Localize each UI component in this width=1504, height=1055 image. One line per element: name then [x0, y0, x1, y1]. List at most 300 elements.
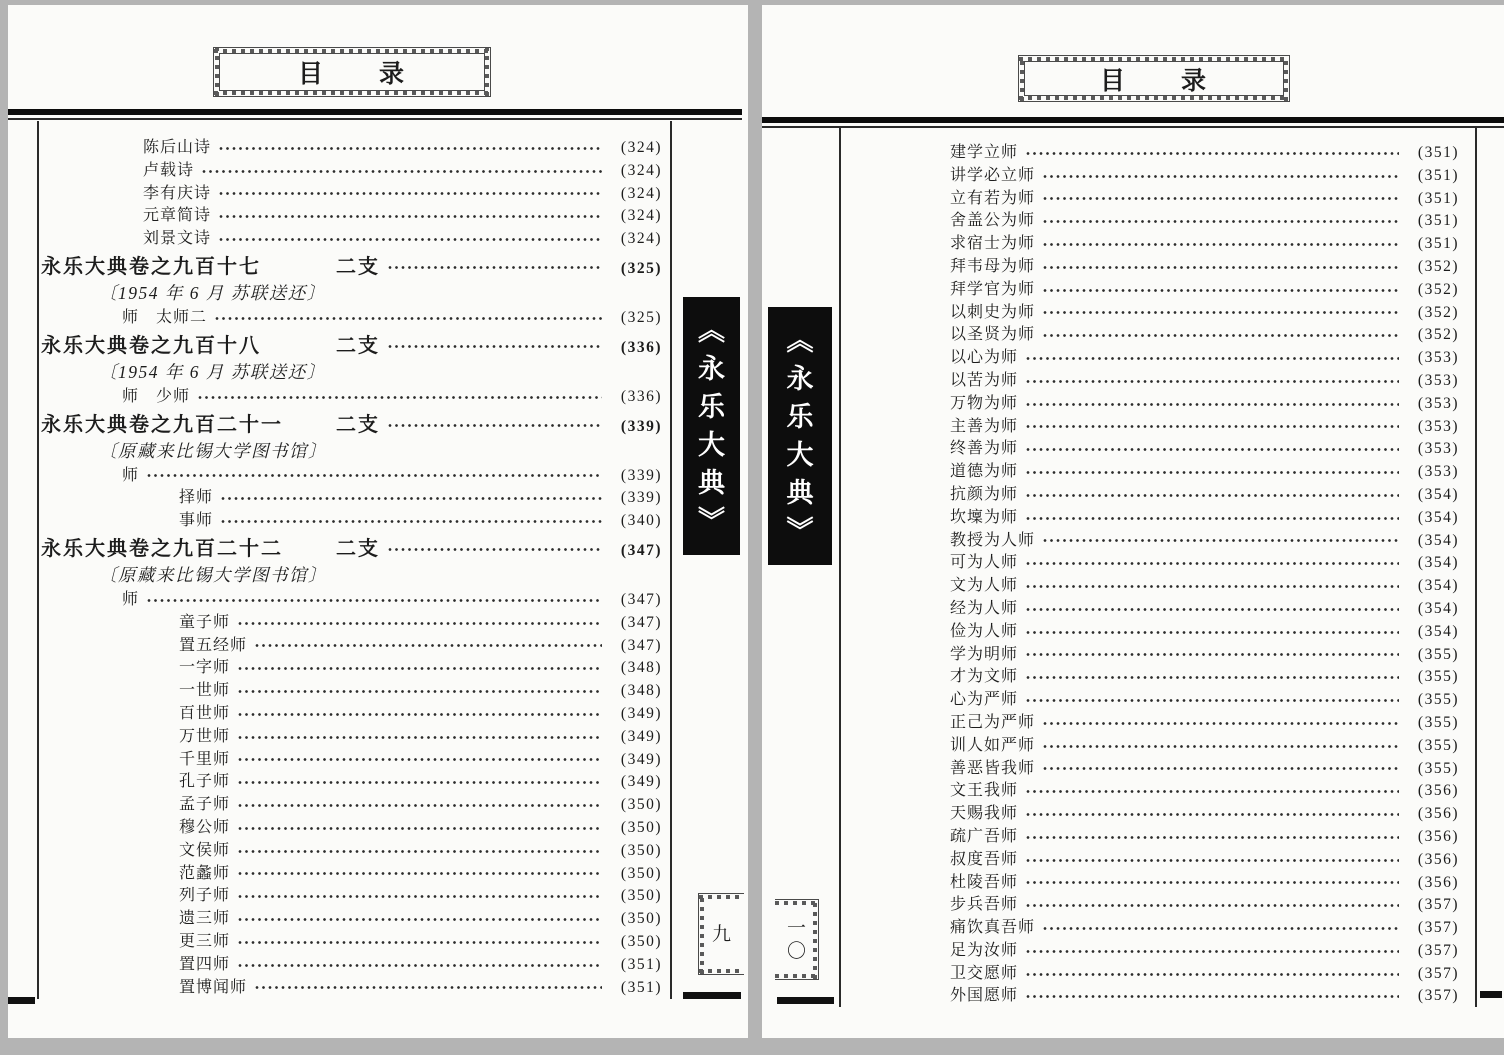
spine-char: ︽ — [786, 325, 814, 356]
leader-dots — [202, 169, 602, 174]
toc-row — [843, 755, 1459, 778]
leader-dots — [238, 803, 602, 808]
spine-char: ︽ — [698, 315, 725, 346]
toc-row — [843, 549, 1459, 572]
leader-dots — [221, 519, 602, 524]
entry-title: 以刺史为师 — [950, 303, 1036, 321]
entry-page-number: (350) — [620, 887, 662, 905]
entry-title: 永乐大典卷之九百二十一 — [41, 413, 283, 436]
entry-title: 外国愿师 — [950, 987, 1019, 1005]
leader-dots — [1043, 242, 1399, 247]
leader-dots — [1026, 584, 1399, 589]
entry-title: 主善为师 — [950, 417, 1019, 435]
entry-title: 列子师 — [179, 887, 231, 905]
corner-bar — [8, 997, 35, 1004]
spine-char: 乐 — [698, 391, 725, 422]
leader-dots — [1043, 174, 1399, 179]
leader-dots — [219, 191, 602, 196]
spine-char: 永 — [698, 353, 725, 384]
entry-page-number: (355) — [1417, 691, 1459, 709]
toc-row — [41, 791, 662, 814]
leader-dots — [238, 894, 602, 899]
leader-dots — [388, 265, 602, 270]
entry-title: 永乐大典卷之九百二十二 — [41, 537, 283, 560]
leader-dots — [1026, 447, 1399, 452]
leader-dots — [1043, 310, 1399, 315]
leader-dots — [238, 666, 602, 671]
entry-page-number: (352) — [1417, 303, 1459, 321]
entry-page-number: (348) — [620, 659, 662, 677]
toc-row — [843, 618, 1459, 641]
entry-page-number: (350) — [620, 818, 662, 836]
entry-page-number: (347) — [620, 613, 662, 631]
entry-page-number: (354) — [1417, 531, 1459, 549]
entry-title: 讲学必立师 — [950, 166, 1036, 184]
leader-dots — [1043, 721, 1399, 726]
toc-row — [41, 180, 662, 203]
toc-row — [843, 800, 1459, 823]
entry-page-number: (350) — [620, 864, 662, 882]
toc-rows — [41, 134, 662, 996]
toc-row — [843, 344, 1459, 367]
entry-page-number: (354) — [1417, 577, 1459, 595]
entry-page-number: (339) — [620, 466, 662, 484]
entry-page-number: (347) — [620, 590, 662, 608]
leader-dots — [1043, 926, 1399, 931]
toc-row — [41, 562, 662, 586]
leader-dots — [1026, 493, 1399, 498]
toc-row — [41, 280, 662, 304]
leader-dots — [1026, 424, 1399, 429]
leader-dots — [1026, 812, 1399, 817]
leader-dots — [1026, 470, 1399, 475]
toc-row — [41, 768, 662, 791]
entry-title: 范蠡师 — [179, 864, 231, 882]
entry-page-number: (355) — [1417, 759, 1459, 777]
entry-title: 学为明师 — [950, 645, 1019, 663]
toc-row — [843, 686, 1459, 709]
entry-title: 万世师 — [179, 727, 231, 745]
corner-bar — [1480, 991, 1502, 998]
entry-branch: 二支 — [336, 255, 380, 278]
leader-dots — [1026, 356, 1399, 361]
leader-dots — [1026, 835, 1399, 840]
entry-title: 一字师 — [179, 659, 231, 677]
toc-row — [41, 507, 662, 530]
leader-dots — [1026, 561, 1399, 566]
leader-dots — [238, 757, 602, 762]
leader-dots — [1026, 607, 1399, 612]
entry-title: 正己为严师 — [950, 713, 1036, 731]
entry-page-number: (347) — [620, 636, 662, 654]
entry-title: 师 — [122, 466, 140, 484]
page-number: 〇 — [786, 940, 806, 962]
entry-title: 训人如严师 — [950, 736, 1036, 754]
entry-title: 百世师 — [179, 704, 231, 722]
left-page — [8, 5, 748, 1038]
entry-page-number: (354) — [1417, 508, 1459, 526]
toc-row — [843, 139, 1459, 162]
leader-dots — [1026, 402, 1399, 407]
entry-page-number: (353) — [1417, 463, 1459, 481]
entry-title: 拜学官为师 — [950, 280, 1036, 298]
entry-title: 经为人师 — [950, 599, 1019, 617]
leader-dots — [219, 237, 602, 242]
toc-row — [843, 869, 1459, 892]
toc-row — [843, 162, 1459, 185]
leader-dots — [1026, 789, 1399, 794]
leader-dots — [238, 917, 602, 922]
toc-row — [843, 390, 1459, 413]
entry-title: 终善为师 — [950, 440, 1019, 458]
entry-page-number: (351) — [1417, 144, 1459, 161]
entry-title: 万物为师 — [950, 394, 1019, 412]
entry-title: 以心为师 — [950, 349, 1019, 367]
entry-page-number: (357) — [1417, 896, 1459, 914]
toc-rows — [843, 139, 1459, 1005]
entry-title: 步兵吾师 — [950, 896, 1019, 914]
entry-title: 童子师 — [179, 613, 231, 631]
entry-page-number: (357) — [1417, 987, 1459, 1005]
leader-dots — [238, 940, 602, 945]
entry-page-number: (324) — [620, 207, 662, 225]
toc-row — [41, 304, 662, 327]
entry-page-number: (354) — [1417, 554, 1459, 572]
leader-dots — [238, 780, 602, 785]
toc-row — [41, 928, 662, 951]
toc-row — [843, 982, 1459, 1005]
toc-header-box — [1018, 55, 1290, 102]
entry-page-number: (353) — [1417, 394, 1459, 412]
entry-title: 永乐大典卷之九百十七 — [41, 255, 261, 278]
entry-page-number: (351) — [620, 955, 662, 973]
spine-char: 永 — [786, 363, 814, 394]
toc-row — [843, 230, 1459, 253]
toc-row — [41, 951, 662, 974]
toc-row — [41, 359, 662, 383]
toc-row — [41, 462, 662, 485]
entry-page-number: (355) — [1417, 668, 1459, 686]
right-page — [762, 5, 1504, 1038]
entry-title: 拜韦母为师 — [950, 257, 1036, 275]
entry-title: 孔子师 — [179, 773, 231, 791]
toc-row — [843, 481, 1459, 504]
entry-title: 〔1954 年 6 月 苏联送还〕 — [99, 282, 326, 303]
toc-row — [41, 134, 662, 157]
entry-page-number: (353) — [1417, 349, 1459, 367]
text-frame — [839, 127, 1477, 1007]
entry-page-number: (349) — [620, 773, 662, 791]
spine-char: ︾ — [786, 515, 814, 546]
toc-row — [41, 905, 662, 928]
leader-dots — [219, 214, 602, 219]
entry-page-number: (349) — [620, 727, 662, 745]
leader-dots — [1043, 766, 1399, 771]
entry-page-number: (339) — [620, 489, 662, 507]
entry-page-number: (352) — [1417, 257, 1459, 275]
toc-row — [41, 974, 662, 997]
toc-row — [843, 846, 1459, 869]
entry-title: 心为严师 — [950, 691, 1019, 709]
toc-row — [843, 276, 1459, 299]
entry-page-number: (324) — [620, 139, 662, 156]
toc-row — [843, 299, 1459, 322]
toc-row — [843, 321, 1459, 344]
entry-title: 足为汝师 — [950, 941, 1019, 959]
entry-title: 文为人师 — [950, 577, 1019, 595]
entry-page-number: (353) — [1417, 371, 1459, 389]
toc-row — [41, 882, 662, 905]
entry-title: 叔度吾师 — [950, 850, 1019, 868]
entry-page-number: (355) — [1417, 736, 1459, 754]
leader-dots — [1026, 675, 1399, 680]
entry-title: 以苦为师 — [950, 371, 1019, 389]
toc-row — [843, 641, 1459, 664]
leader-dots — [238, 621, 602, 626]
toc-row — [843, 914, 1459, 937]
leader-dots — [1026, 516, 1399, 521]
entry-title: 师 太师二 — [122, 308, 208, 326]
page-number-box — [698, 893, 744, 975]
leader-dots — [219, 146, 602, 151]
entry-title: 杜陵吾师 — [950, 873, 1019, 891]
leader-dots — [147, 473, 602, 478]
entry-title: 才为文师 — [950, 668, 1019, 686]
entry-page-number: (353) — [1417, 417, 1459, 435]
toc-row — [843, 207, 1459, 230]
leader-dots — [215, 316, 602, 321]
entry-title: 择师 — [179, 489, 214, 507]
entry-page-number: (350) — [620, 910, 662, 928]
entry-page-number: (356) — [1417, 827, 1459, 845]
leader-dots — [238, 735, 602, 740]
leader-dots — [1043, 265, 1399, 270]
toc-row — [843, 732, 1459, 755]
entry-page-number: (351) — [1417, 235, 1459, 253]
spine-bottom-bar — [683, 992, 741, 999]
entry-title: 〔1954 年 6 月 苏联送还〕 — [99, 361, 326, 382]
entry-title: 善恶皆我师 — [950, 759, 1036, 777]
toc-title: 目 录 — [1099, 67, 1208, 95]
toc-row — [41, 700, 662, 723]
leader-dots — [1026, 972, 1399, 977]
entry-title: 文王我师 — [950, 782, 1019, 800]
toc-row — [843, 709, 1459, 732]
entry-title: 千里师 — [179, 750, 231, 768]
toc-row — [843, 435, 1459, 458]
toc-row — [843, 572, 1459, 595]
entry-title: 坎壈为师 — [950, 508, 1019, 526]
entry-branch: 二支 — [336, 413, 380, 436]
leader-dots — [1043, 333, 1399, 338]
entry-page-number: (349) — [620, 750, 662, 768]
entry-page-number: (353) — [1417, 440, 1459, 458]
entry-title: 文侯师 — [179, 841, 231, 859]
spine-char: 大 — [698, 429, 725, 460]
entry-title: 穆公师 — [179, 818, 231, 836]
spine-char: 大 — [786, 439, 814, 470]
entry-title: 道德为师 — [950, 463, 1019, 481]
toc-row — [41, 746, 662, 769]
toc-row — [843, 823, 1459, 846]
entry-page-number: (349) — [620, 704, 662, 722]
leader-dots — [221, 496, 602, 501]
leader-dots — [238, 963, 602, 968]
spine-bottom-bar — [777, 997, 834, 1004]
entry-page-number: (336) — [620, 387, 662, 405]
page-number: 九 — [711, 923, 731, 945]
toc-header-box — [213, 47, 491, 97]
leader-dots — [255, 643, 602, 648]
toc-row — [843, 777, 1459, 800]
toc-row — [843, 458, 1459, 481]
entry-page-number: (356) — [1417, 805, 1459, 823]
entry-title: 痛饮真吾师 — [950, 919, 1036, 937]
entry-title: 〔原藏来比锡大学图书馆〕 — [99, 440, 327, 461]
leader-dots — [238, 871, 602, 876]
toc-row — [843, 185, 1459, 208]
spine-char: 典 — [698, 467, 725, 498]
entry-title: 立有若为师 — [950, 189, 1036, 207]
toc-row — [41, 632, 662, 655]
entry-page-number: (324) — [620, 230, 662, 248]
entry-title: 教授为人师 — [950, 531, 1036, 549]
toc-row — [843, 367, 1459, 390]
leader-dots — [1043, 538, 1399, 543]
entry-page-number: (324) — [620, 184, 662, 202]
entry-title: 置博闻师 — [179, 978, 248, 996]
leader-dots — [1026, 698, 1399, 703]
entry-page-number: (356) — [1417, 850, 1459, 868]
page-number: 一 — [786, 917, 806, 939]
toc-row — [843, 937, 1459, 960]
leader-dots — [388, 423, 602, 428]
leader-dots — [1026, 903, 1399, 908]
entry-page-number: (355) — [1417, 713, 1459, 731]
entry-branch: 二支 — [336, 537, 380, 560]
entry-page-number: (324) — [620, 161, 662, 179]
entry-page-number: (325) — [620, 308, 662, 326]
entry-page-number: (350) — [620, 932, 662, 950]
entry-page-number: (356) — [1417, 782, 1459, 800]
entry-page-number: (351) — [1417, 166, 1459, 184]
header-rule — [8, 109, 742, 120]
entry-title: 以圣贤为师 — [950, 326, 1036, 344]
leader-dots — [1043, 196, 1399, 201]
entry-page-number: (351) — [1417, 189, 1459, 207]
toc-row — [41, 438, 662, 462]
spine-char: 乐 — [786, 401, 814, 432]
entry-title: 一世师 — [179, 682, 231, 700]
entry-title: 事师 — [179, 512, 214, 530]
leader-dots — [238, 826, 602, 831]
toc-row — [41, 677, 662, 700]
leader-dots — [1026, 652, 1399, 657]
toc-row — [843, 960, 1459, 983]
toc-row — [843, 413, 1459, 436]
leader-dots — [238, 712, 602, 717]
entry-title: 刘景文诗 — [143, 230, 212, 248]
leader-dots — [1026, 949, 1399, 954]
entry-page-number: (348) — [620, 682, 662, 700]
toc-row — [41, 408, 662, 438]
entry-title: 舍盖公为师 — [950, 212, 1036, 230]
toc-row — [41, 202, 662, 225]
entry-title: 更三师 — [179, 932, 231, 950]
entry-page-number: (354) — [1417, 485, 1459, 503]
entry-page-number: (352) — [1417, 326, 1459, 344]
leader-dots — [238, 849, 602, 854]
spine-band — [683, 297, 740, 555]
entry-title: 师 少师 — [122, 387, 191, 405]
entry-page-number: (357) — [1417, 919, 1459, 937]
leader-dots — [1026, 630, 1399, 635]
toc-row — [41, 329, 662, 359]
entry-page-number: (351) — [1417, 212, 1459, 230]
leader-dots — [147, 598, 602, 603]
entry-title: 建学立师 — [950, 144, 1019, 161]
toc-row — [41, 586, 662, 609]
entry-page-number: (352) — [1417, 280, 1459, 298]
toc-row — [41, 609, 662, 632]
entry-title: 〔原藏来比锡大学图书馆〕 — [99, 564, 327, 585]
entry-page-number: (355) — [1417, 645, 1459, 663]
entry-page-number: (357) — [1417, 941, 1459, 959]
spine-band — [768, 307, 832, 565]
toc-row — [41, 837, 662, 860]
entry-page-number: (336) — [620, 338, 662, 356]
toc-row — [41, 225, 662, 248]
entry-page-number: (357) — [1417, 964, 1459, 982]
leader-dots — [198, 395, 602, 400]
entry-title: 俭为人师 — [950, 622, 1019, 640]
leader-dots — [1043, 288, 1399, 293]
leader-dots — [388, 547, 602, 552]
entry-page-number: (347) — [620, 541, 662, 559]
entry-page-number: (354) — [1417, 599, 1459, 617]
entry-branch: 二支 — [336, 334, 380, 357]
toc-row — [843, 527, 1459, 550]
entry-title: 卢载诗 — [143, 161, 195, 179]
entry-page-number: (354) — [1417, 622, 1459, 640]
toc-row — [843, 891, 1459, 914]
toc-row — [41, 383, 662, 406]
toc-title: 目 录 — [297, 61, 406, 88]
entry-title: 置四师 — [179, 955, 231, 973]
toc-row — [41, 532, 662, 562]
leader-dots — [1043, 744, 1399, 749]
entry-title: 遗三师 — [179, 910, 231, 928]
toc-row — [41, 484, 662, 507]
page-number-box — [775, 899, 819, 980]
toc-row — [843, 595, 1459, 618]
toc-row — [41, 157, 662, 180]
entry-title: 置五经师 — [179, 636, 248, 654]
entry-title: 元章简诗 — [143, 207, 212, 225]
entry-title: 抗颜为师 — [950, 485, 1019, 503]
toc-row — [843, 504, 1459, 527]
entry-title: 永乐大典卷之九百十八 — [41, 334, 261, 357]
toc-row — [41, 814, 662, 837]
entry-title: 天赐我师 — [950, 805, 1019, 823]
entry-title: 师 — [122, 590, 140, 608]
entry-page-number: (340) — [620, 512, 662, 530]
toc-row — [843, 253, 1459, 276]
leader-dots — [1026, 858, 1399, 863]
entry-title: 卫交愿师 — [950, 964, 1019, 982]
toc-row — [41, 250, 662, 280]
entry-page-number: (356) — [1417, 873, 1459, 891]
